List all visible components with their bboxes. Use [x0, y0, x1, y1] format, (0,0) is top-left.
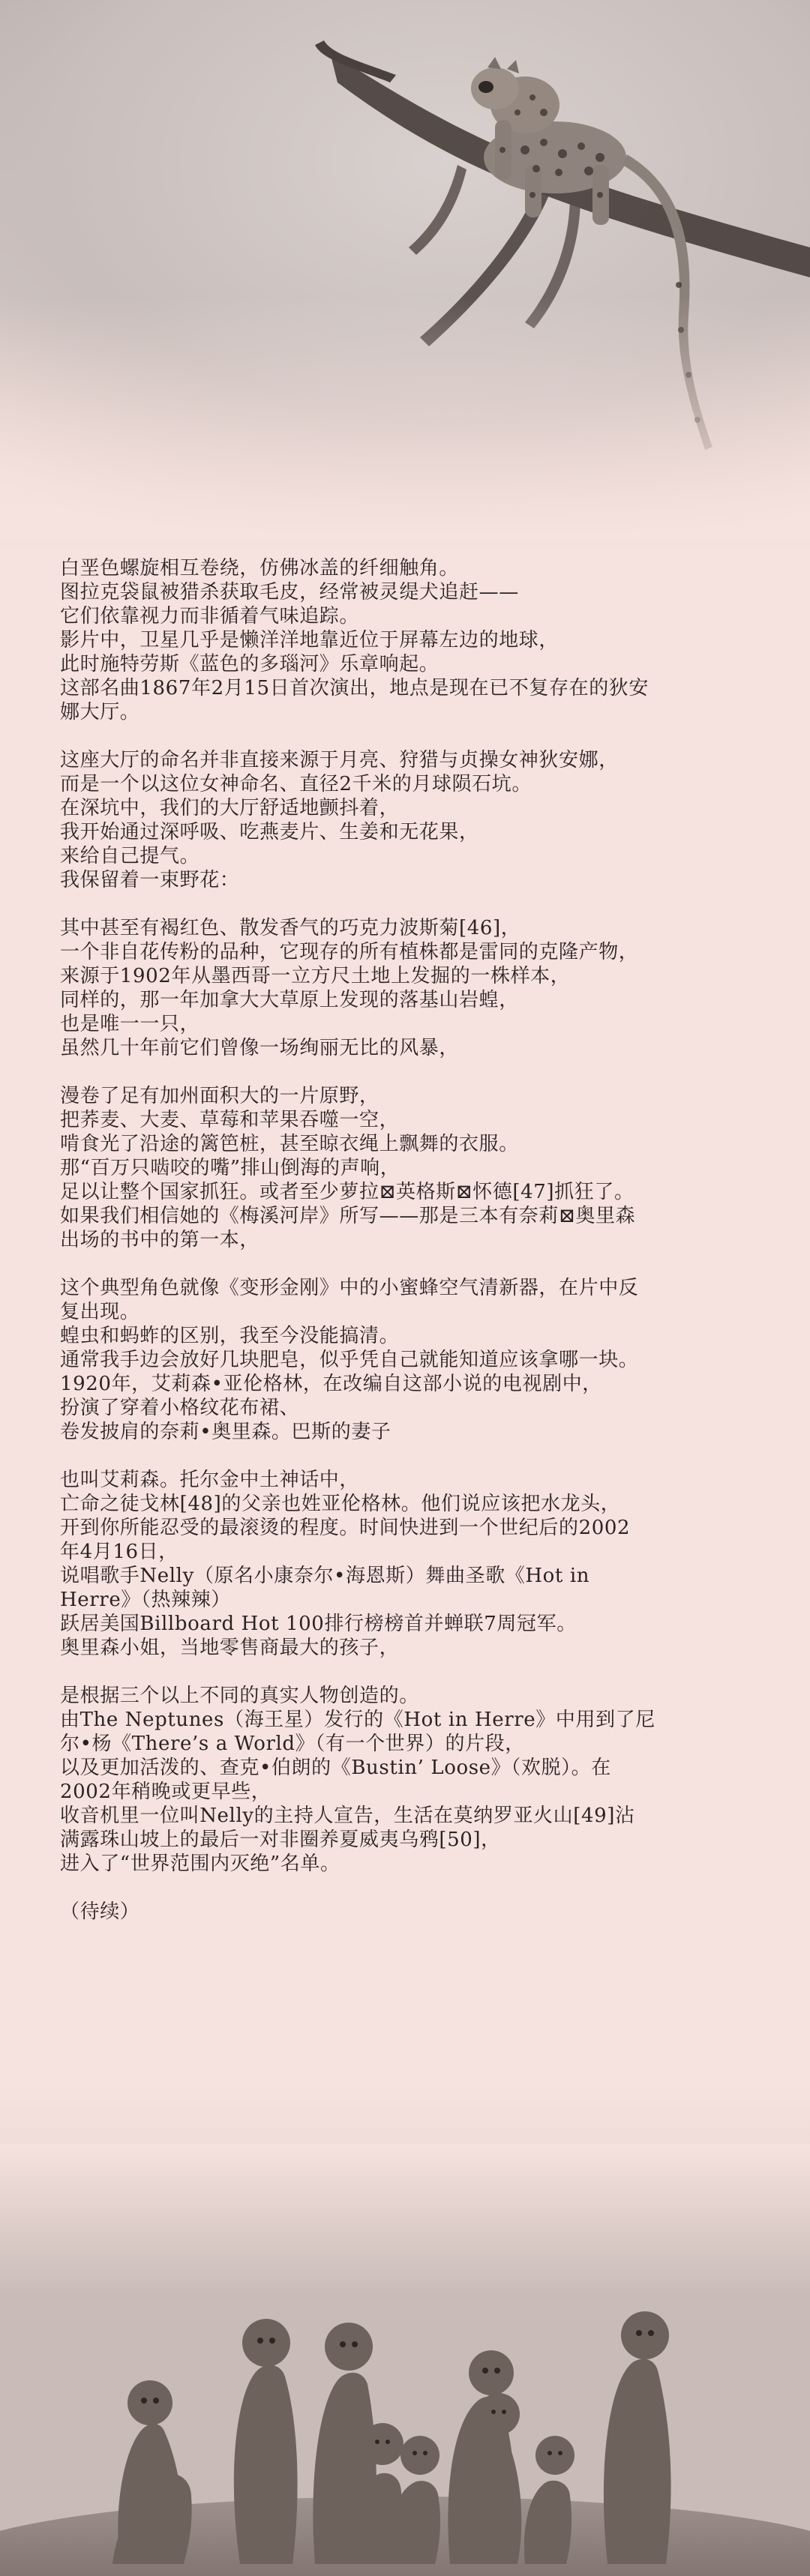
meerkats-group-icon — [0, 2144, 810, 2576]
text-line: 由The Neptunes（海王星）发行的《Hot in Herre》中用到了尼 — [60, 1709, 656, 1731]
paragraph — [60, 1684, 750, 1876]
text-line: 卷发披肩的奈莉•奥里森。巴斯的妻子 — [60, 1421, 392, 1443]
text-line: 此时施特劳斯《蓝色的多瑙河》乐章响起。 — [60, 653, 440, 675]
text-line: 我开始通过深呼吸、吃燕麦片、生姜和无花果， — [60, 821, 479, 843]
paragraph-gap — [60, 1252, 750, 1276]
text-line: 娜大厅。 — [60, 701, 140, 723]
paragraph — [60, 1084, 750, 1252]
text-line: 满露珠山坡上的最后一对非圈养夏威夷乌鸦[50]， — [60, 1829, 501, 1851]
text-line: 收音机里一位叫Nelly的主持人宣告，生活在莫纳罗亚火山[49]沾 — [60, 1805, 635, 1827]
text-line: 复出现。 — [60, 1301, 140, 1323]
text-line: Herre》（热辣辣） — [60, 1589, 231, 1611]
text-line: 来源于1902年从墨西哥一立方尺土地上发掘的一株样本， — [60, 965, 571, 987]
text-line: 在深坑中，我们的大厅舒适地颤抖着， — [60, 797, 400, 819]
text-line: 亡命之徒戈林[48]的父亲也姓亚伦格林。他们说应该把水龙头， — [60, 1493, 621, 1515]
text-line: 通常我手边会放好几块肥皂，似乎凭自己就能知道应该拿哪一块。 — [60, 1349, 639, 1371]
paragraph-gap — [60, 892, 750, 916]
text-line: 跃居美国Billboard Hot 100排行榜榜首并蝉联7周冠军。 — [60, 1613, 577, 1635]
text-line: 是根据三个以上不同的真实人物创造的。 — [60, 1685, 419, 1707]
text-line: 影片中，卫星几乎是懒洋洋地靠近位于屏幕左边的地球， — [60, 629, 560, 651]
text-line: 它们依靠视力而非循着气味追踪。 — [60, 605, 360, 628]
hero-bottom-image — [0, 2144, 810, 2576]
text-line: 也是唯一一只， — [60, 1013, 200, 1035]
paragraph-gap — [60, 1876, 750, 1900]
text-line: 也叫艾莉森。托尔金中土神话中， — [60, 1469, 360, 1491]
text-line: 虽然几十年前它们曾像一场绚丽无比的风暴， — [60, 1037, 460, 1059]
paragraph — [60, 1276, 750, 1444]
paragraph — [60, 1468, 750, 1660]
paragraph — [60, 916, 750, 1060]
text-line: 1920年，艾莉森•亚伦格林，在改编自这部小说的电视剧中， — [60, 1373, 602, 1395]
paragraph-gap — [60, 1060, 750, 1084]
text-line: 足以让整个国家抓狂。或者至少萝拉⊠英格斯⊠怀德[47]抓狂了。 — [60, 1181, 634, 1203]
paragraph — [60, 556, 750, 724]
text-line: 如果我们相信她的《梅溪河岸》所写——那是三本有奈莉⊠奥里森 — [60, 1205, 636, 1227]
text-line: 奥里森小姐，当地零售商最大的孩子， — [60, 1637, 400, 1659]
text-line: 这个典型角色就像《变形金刚》中的小蜜蜂空气清新器，在片中反 — [60, 1277, 639, 1299]
text-line: 2002年稍晚或更早些， — [60, 1781, 272, 1803]
text-line: 进入了“世界范围内灭绝”名单。 — [60, 1853, 340, 1875]
text-line: 白垩色螺旋相互卷绕，仿佛冰盖的纤细触角。 — [60, 557, 460, 580]
text-line: 这座大厅的命名并非直接来源于月亮、狩猎与贞操女神狄安娜， — [60, 749, 619, 771]
paragraph-gap — [60, 1444, 750, 1468]
article-body — [60, 556, 750, 1924]
text-line: 把荞麦、大麦、草莓和苹果吞噬一空， — [60, 1109, 400, 1131]
text-line: 啃食光了沿途的篱笆桩，甚至晾衣绳上飘舞的衣服。 — [60, 1133, 519, 1155]
text-line: 以及更加活泼的、查克•伯朗的《Bustin’ Loose》（欢脱）。在 — [60, 1757, 611, 1779]
to-be-continued-text: （待续） — [60, 1901, 140, 1923]
text-line: 其中甚至有褐红色、散发香气的巧克力波斯菊[46]， — [60, 917, 521, 939]
text-line: 说唱歌手Nelly（原名小康奈尔•海恩斯）舞曲圣歌《Hot in — [60, 1565, 590, 1587]
text-line: 尔•杨《There’s a World》（有一个世界）的片段， — [60, 1733, 525, 1755]
paragraph-to-be-continued — [60, 1900, 750, 1924]
text-line: 我保留着一束野花： — [60, 869, 240, 891]
text-line: 那“百万只啮咬的嘴”排山倒海的声响， — [60, 1157, 400, 1179]
text-line: 图拉克袋鼠被猎杀获取毛皮，经常被灵缇犬追赶—— — [60, 581, 519, 604]
paragraph-gap — [60, 1660, 750, 1684]
text-line: 同样的，那一年加拿大大草原上发现的落基山岩蝗， — [60, 989, 519, 1011]
leopard-on-branch-icon — [0, 0, 810, 540]
text-line: 来给自己提气。 — [60, 845, 200, 867]
text-line: 扮演了穿着小格纹花布裙、 — [60, 1397, 300, 1419]
text-line: 年4月16日， — [60, 1541, 178, 1563]
text-line: 蝗虫和蚂蚱的区别，我至今没能搞清。 — [60, 1325, 400, 1347]
paragraph — [60, 748, 750, 892]
text-line: 这部名曲1867年2月15日首次演出，地点是现在已不复存在的狄安 — [60, 677, 649, 699]
text-line: 漫卷了足有加州面积大的一片原野， — [60, 1085, 380, 1107]
paragraph-gap — [60, 724, 750, 748]
hero-top-image — [0, 0, 810, 540]
text-line: 而是一个以这位女神命名、直径2千米的月球陨石坑。 — [60, 773, 532, 795]
text-line: 开到你所能忍受的最滚烫的程度。时间快进到一个世纪后的2002 — [60, 1517, 631, 1539]
text-line: 一个非自花传粉的品种，它现存的所有植株都是雷同的克隆产物， — [60, 941, 639, 963]
text-line: 出场的书中的第一本， — [60, 1229, 260, 1251]
